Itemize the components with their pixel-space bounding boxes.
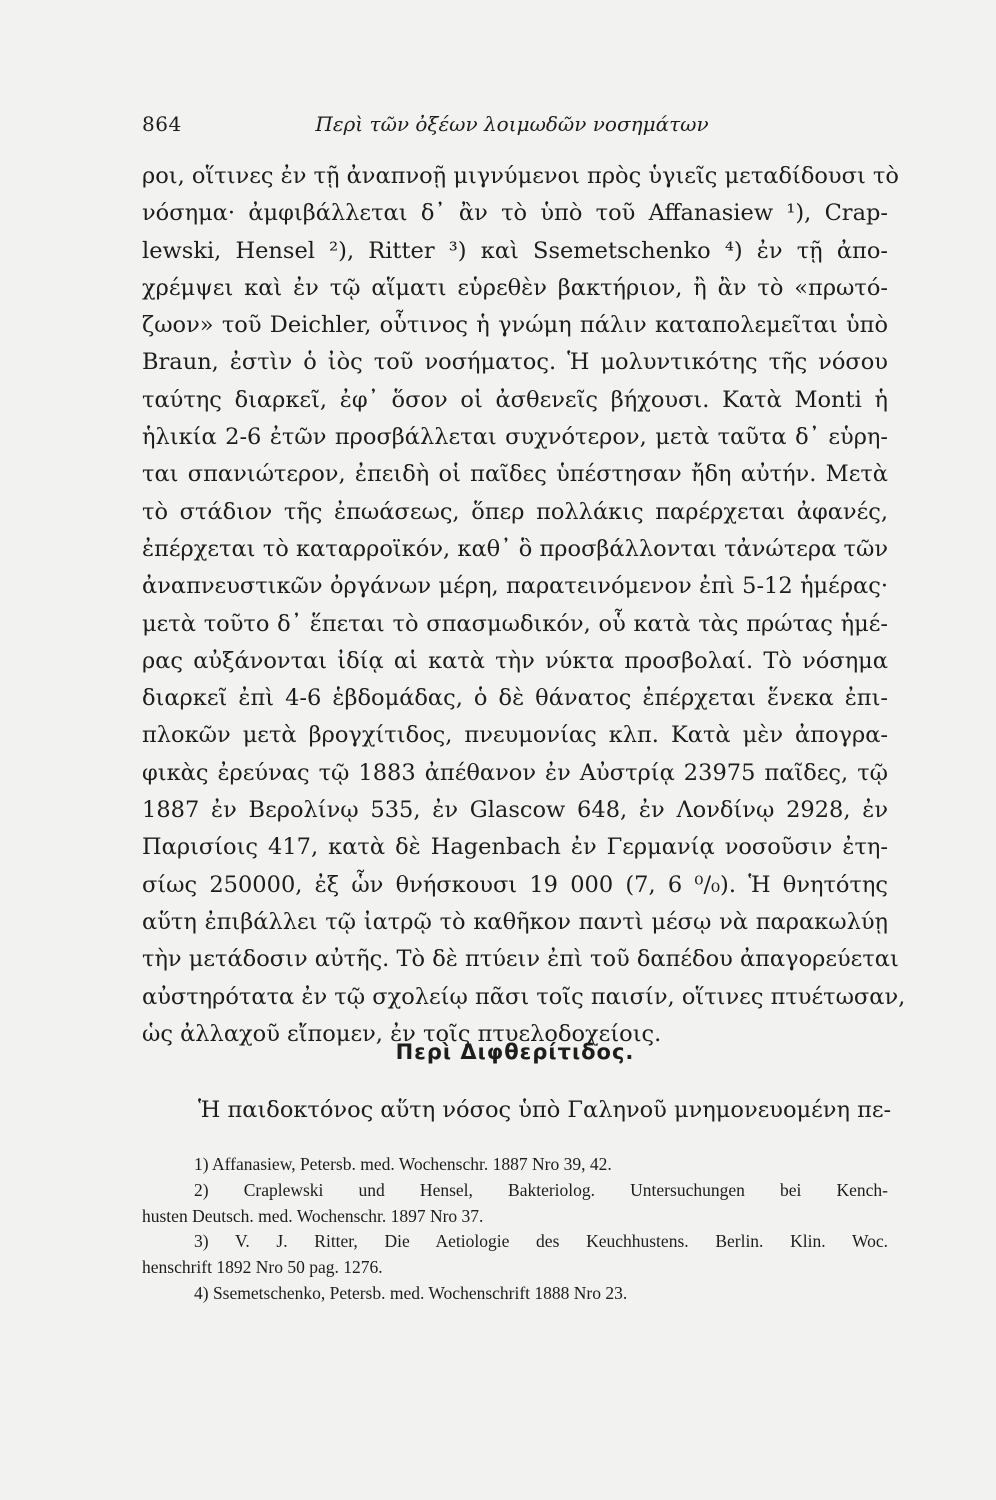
- text-line: 1887 ἐν Βερολίνῳ 535, ἐν Glascow 648, ἐν Λονδίνῳ 2928, ἐν: [142, 797, 888, 824]
- footnotes: [142, 1152, 888, 1307]
- text-line: μετὰ τοῦτο δ᾽ ἕπεται τὸ σπασμωδικόν, οὗ κατὰ τὰς πρώτας ἡμέ-: [142, 610, 888, 637]
- text-line: ταύτης διαρκεῖ, ἐφ᾽ ὅσον οἱ ἀσθενεῖς βήχουσι. Κατὰ Monti ἡ: [142, 386, 888, 413]
- text-line: αὕτη ἐπιβάλλει τῷ ἰατρῷ τὸ καθῆκον παντὶ μέσῳ νὰ παρακωλύῃ: [142, 908, 888, 935]
- page-header: [142, 112, 882, 146]
- text-line: lewski, Hensel ²), Ritter ³) καὶ Ssemetschenko ⁴) ἐν τῇ ἀπο-: [142, 237, 888, 264]
- text-line: ρας αὐξάνονται ἰδίᾳ αἱ κατὰ τὴν νύκτα προσβολαί. Τὸ νόσημα: [142, 647, 888, 674]
- text-line: ἐπέρχεται τὸ καταρροϊκόν, καθ᾽ ὃ προσβάλλονται τἀνώτερα τῶν: [142, 535, 888, 562]
- text-line: ὡς ἀλλαχοῦ εἴπομεν, ἐν τοῖς πτυελοδοχείοις.: [142, 1020, 662, 1047]
- text-line: χρέμψει καὶ ἐν τῷ αἵματι εὑρεθὲν βακτήριον, ἢ ἂν τὸ «πρωτό-: [142, 274, 888, 301]
- footnote: 3) V. J. Ritter, Die Aetiologie des Keuchhustens. Berlin. Klin. Woc.: [194, 1231, 888, 1252]
- text-line: διαρκεῖ ἐπὶ 4-6 ἑβδομάδας, ὁ δὲ θάνατος ἐπέρχεται ἕνεκα ἐπι-: [142, 685, 888, 712]
- footnote-continuation: henschrift 1892 Nro 50 pag. 1276.: [142, 1257, 383, 1278]
- footnote-continuation: husten Deutsch. med. Wochenschr. 1897 Nro 37.: [142, 1205, 484, 1226]
- section-intro-line: Ἡ παιδοκτόνος αὕτη νόσος ὑπὸ Γαληνοῦ μνημονευομένη πε-: [198, 1097, 892, 1123]
- text-line: σίως 250000, ἐξ ὧν θνήσκουσι 19 000 (7, 6 ⁰/₀). Ἡ θνητότης: [142, 871, 888, 898]
- text-line: ἡλικία 2-6 ἐτῶν προσβάλλεται συχνότερον, μετὰ ταῦτα δ᾽ εὑρη-: [142, 424, 888, 451]
- text-line: πλοκῶν μετὰ βρογχίτιδος, πνευμονίας κλπ. Κατὰ μὲν ἀπογρα-: [142, 722, 888, 749]
- text-line: ται σπανιώτερον, ἐπειδὴ οἱ παῖδες ὑπέστησαν ἤδη αὐτήν. Μετὰ: [142, 461, 888, 488]
- body-text: [142, 158, 906, 1053]
- text-line: Braun, ἐστὶν ὁ ἰὸς τοῦ νοσήματος. Ἡ μολυντικότης τῆς νόσου: [142, 349, 888, 376]
- section-heading: Περὶ Διφθερίτιδος.: [395, 1040, 635, 1064]
- text-line: φικὰς ἐρεύνας τῷ 1883 ἀπέθανον ἐν Αὐστρίᾳ 23975 παῖδες, τῷ: [142, 759, 888, 786]
- footnote: 2) Craplewski und Hensel, Bakteriolog. Untersuchungen bei Kench-: [194, 1179, 888, 1200]
- text-line: τὴν μετάδοσιν αὐτῆς. Τὸ δὲ πτύειν ἐπὶ τοῦ δαπέδου ἀπαγορεύεται: [142, 946, 899, 973]
- running-title: Περὶ τῶν ὀξέων λοιμωδῶν νοσημάτων: [315, 112, 709, 136]
- footnote: 4) Ssemetschenko, Petersb. med. Wochenschrift 1888 Nro 23.: [194, 1282, 628, 1303]
- text-line: νόσημα· ἀμφιβάλλεται δ᾽ ἂν τὸ ὑπὸ τοῦ Affanasiew ¹), Crap-: [142, 200, 888, 227]
- text-line: τὸ στάδιον τῆς ἐπωάσεως, ὅπερ πολλάκις παρέρχεται ἀφανές,: [142, 498, 888, 525]
- text-line: Παρισίοις 417, κατὰ δὲ Hagenbach ἐν Γερμανίᾳ νοσοῦσιν ἐτη-: [142, 834, 888, 861]
- footnote: 1) Affanasiew, Petersb. med. Wochenschr. 1887 Nro 39, 42.: [194, 1154, 612, 1174]
- text-line: αὐστηρότατα ἐν τῷ σχολείῳ πᾶσι τοῖς παισίν, οἵτινες πτυέτωσαν,: [142, 983, 906, 1010]
- text-line: ροι, οἵτινες ἐν τῇ ἀναπνοῇ μιγνύμενοι πρὸς ὑγιεῖς μεταδίδουσι τὸ: [142, 163, 899, 189]
- text-line: ζωον» τοῦ Deichler, οὗτινος ἡ γνώμη πάλιν καταπολεμεῖται ὑπὸ: [142, 312, 888, 339]
- page-number: 864: [142, 112, 182, 136]
- text-line: ἀναπνευστικῶν ὀργάνων μέρη, παρατεινόμενον ἐπὶ 5-12 ἡμέρας·: [142, 573, 888, 600]
